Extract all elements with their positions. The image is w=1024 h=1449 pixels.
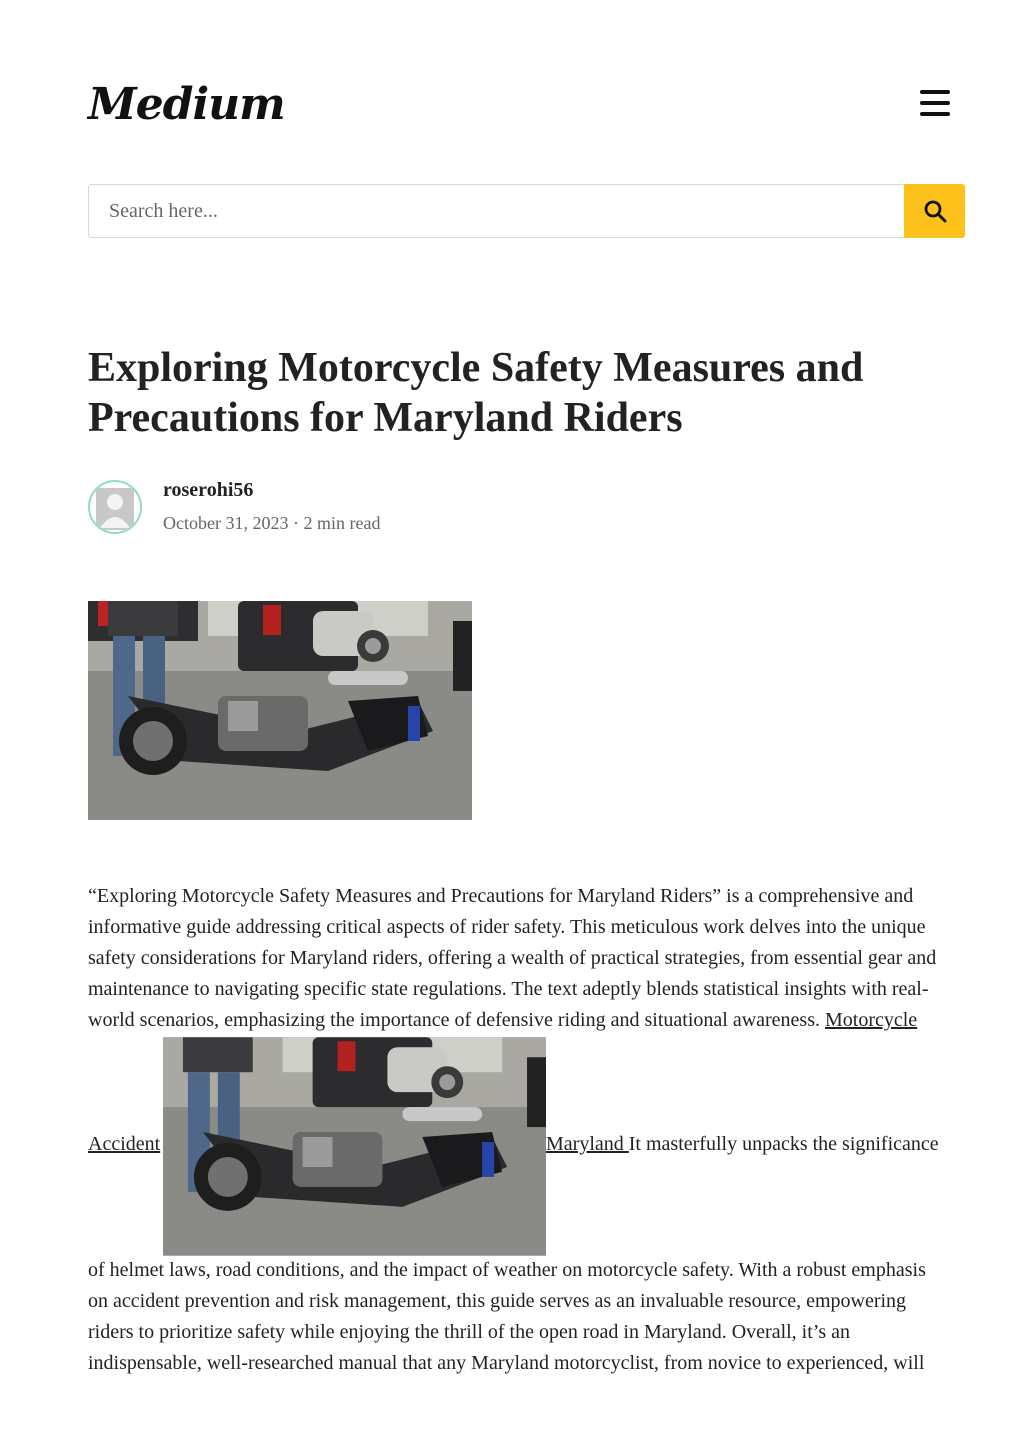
- post-meta: [163, 513, 380, 534]
- author-block: [88, 478, 588, 538]
- motorcycle-accident-link-part1[interactable]: Motorcycle: [825, 1009, 918, 1031]
- paragraph-line: [88, 1129, 160, 1160]
- author-name[interactable]: roserohi56: [163, 479, 254, 501]
- meta-separator: ·: [292, 513, 299, 533]
- paragraph-line: safety considerations for Maryland riders, offering a wealth of practical strategies, from essential gear and: [88, 947, 937, 969]
- site-header: [88, 80, 964, 140]
- paragraph-line: [88, 1005, 917, 1036]
- search-icon: [923, 199, 947, 223]
- search-button[interactable]: [904, 184, 965, 238]
- hamburger-menu-icon[interactable]: [920, 90, 950, 118]
- paragraph-line: maintenance to navigating specific state regulations. The text adeptly blends statistical insights with real-: [88, 978, 929, 1000]
- post-date: October 31, 2023: [163, 513, 289, 533]
- paragraph-line: on accident prevention and risk management, this guide serves as an invaluable resource, empowering: [88, 1290, 907, 1312]
- paragraph-line-text: It masterfully unpacks the significance: [628, 1133, 939, 1155]
- article-title-line1: Exploring Motorcycle Safety Measures and: [88, 345, 864, 391]
- article-title: [88, 343, 948, 443]
- default-avatar-icon: [90, 482, 140, 532]
- paragraph-line: “Exploring Motorcycle Safety Measures and Precautions for Maryland Riders” is a comprehensive and: [88, 885, 914, 907]
- motorcycle-accident-photo: [88, 601, 472, 820]
- search-input[interactable]: [88, 184, 904, 238]
- article-title-line2: Precautions for Maryland Riders: [88, 395, 683, 441]
- maryland-link[interactable]: Maryland: [546, 1133, 629, 1155]
- paragraph-line-text: world scenarios, emphasizing the importance of defensive riding and situational awareness.: [88, 1009, 825, 1031]
- medium-logo[interactable]: Medium: [88, 79, 285, 130]
- paragraph-line: riders to prioritize safety while enjoying the thrill of the open road in Maryland. Overall, it’s an: [88, 1321, 851, 1343]
- paragraph-line: indispensable, well-researched manual that any Maryland motorcyclist, from novice to experienced, will: [88, 1352, 925, 1374]
- paragraph-line: of helmet laws, road conditions, and the impact of weather on motorcycle safety. With a robust emphasis: [88, 1259, 926, 1281]
- paragraph-line: [546, 1129, 939, 1160]
- avatar[interactable]: [88, 480, 142, 534]
- search-bar: [88, 184, 965, 238]
- paragraph-line: informative guide addressing critical aspects of rider safety. This meticulous work delves into the unique: [88, 916, 926, 938]
- inline-motorcycle-photo[interactable]: [163, 1037, 546, 1256]
- read-time: 2 min read: [303, 513, 381, 533]
- motorcycle-accident-link-part2[interactable]: Accident: [88, 1133, 161, 1155]
